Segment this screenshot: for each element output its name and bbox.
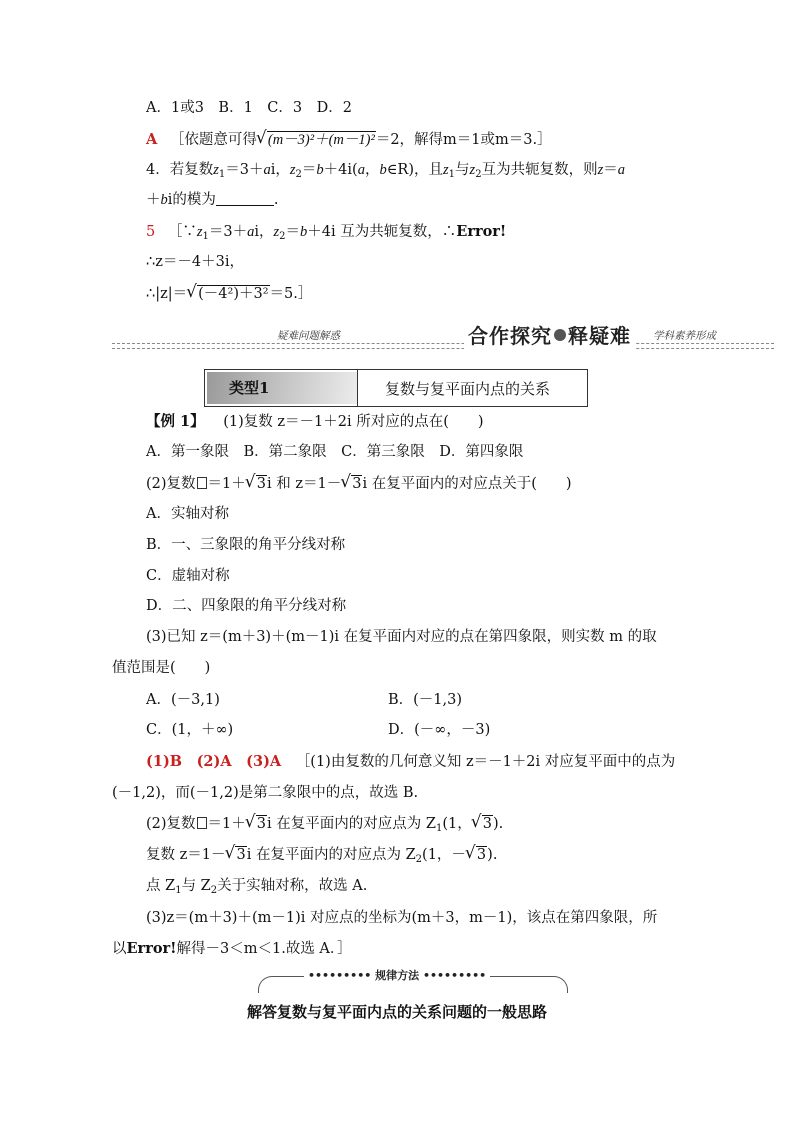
- example-1-q3-line2: 值范围是( ): [112, 660, 211, 676]
- solution-line2: (－1,2)，而(－1,2)是第二象限中的点，故选 B.: [112, 785, 419, 801]
- rule-label: ••••••••• 规律方法 •••••••••: [304, 967, 490, 983]
- rule-method-bar: [258, 968, 568, 994]
- solution-line3: (2)复数 ＝1＋√ 3i 在复平面内的对应点为 $Z_1(1$，√ 3).: [146, 814, 503, 839]
- example-1-q2-d: D．二、四象限的角平分线对称: [146, 598, 347, 614]
- sqrt-expression: √ (－4²)＋3²: [187, 284, 269, 304]
- solution-line7: 以Error!解得－3＜m＜1.故选 A．］: [112, 940, 352, 957]
- question-4-line1: 4．若复数$z_1=3+ai$，$z_2=b+4i(a$，b∈R)，且$z_1$与$z_2$互为共轭复数，则z＝a: [146, 162, 625, 180]
- answer-4-line1: 5 $[\because z_1=3+ai$，$z_2=b+4i$ 互为共轭复数，∴Error!: [146, 223, 507, 242]
- banner-right-tag: 学科素养形成: [650, 328, 719, 343]
- bullet-icon: [554, 329, 566, 341]
- type-header-box: [204, 369, 588, 407]
- example-1-q2-c: C．虚轴对称: [146, 568, 230, 584]
- example-1-q1-options: A．第一象限 B．第二象限 C．第三象限 D．第四象限: [146, 444, 524, 460]
- options-line: A．1或3 B．1 C．3 D．2: [146, 100, 352, 116]
- answer-key: A: [146, 131, 158, 148]
- answer-key: 5: [146, 224, 156, 240]
- missing-glyph-icon: [197, 477, 207, 489]
- banner-title: 合作探究 释疑难: [464, 320, 635, 349]
- example-1-q2-a: A．实轴对称: [146, 506, 229, 522]
- question-4-line2: ＋bi的模为 .: [146, 192, 279, 208]
- answer-text-b: ＝2，解得m＝1或m＝3.］: [375, 132, 552, 148]
- rule-heading: 解答复数与复平面内点的关系问题的一般思路: [246, 1003, 547, 1021]
- solution-line5: 点 $Z_1$与 $Z_2$关于实轴对称，故选 A.: [146, 878, 368, 896]
- solution-line4: 复数 z＝1－√ 3i 在复平面内的对应点为 $Z_2(1$，－√ 3).: [146, 845, 497, 870]
- example-1-q2-b: B．一、三象限的角平分线对称: [146, 537, 346, 553]
- type-title: 复数与复平面内点的关系: [385, 380, 551, 398]
- error-text: Error!: [456, 223, 507, 240]
- box-divider: [357, 370, 358, 406]
- example-1-q3-b: B．(－1,3): [388, 692, 463, 708]
- example-label: 【例 1】: [146, 413, 205, 430]
- missing-glyph-icon: [197, 817, 207, 829]
- example-1-q3-a: A．(－3,1): [146, 692, 220, 708]
- example-1-q1: 【例 1】 (1)复数 z＝－1＋2i 所对应的点在( ): [146, 413, 484, 430]
- banner-left-tag: 疑难问题解惑: [274, 328, 343, 343]
- answer-text-a: ［依题意可得: [169, 132, 257, 148]
- answer-blank: [216, 191, 274, 206]
- section-banner: [112, 320, 774, 350]
- answer-3: [146, 130, 552, 150]
- solution-line6: (3)z＝(m＋3)＋(m－1)i 对应点的坐标为(m＋3，m－1)，该点在第四象限，所: [146, 910, 658, 926]
- solution-line1: (1)B (2)A (3)A ［(1)由复数的几何意义知 z＝－1＋2i 对应复平面中的点为: [146, 753, 676, 770]
- example-1-q2: (2)复数 ＝1＋√ 3i 和 z＝1－√ 3i 在复平面内的对应点关于( ): [146, 474, 572, 494]
- sqrt-expression: √ (m－3)²＋(m－1)²: [257, 130, 376, 150]
- error-text: Error!: [126, 940, 177, 957]
- banner-divider: [112, 343, 774, 349]
- example-1-q3-line1: (3)已知 z＝(m＋3)＋(m－1)i 在复平面内对应的点在第四象限，则实数 m 的取: [146, 629, 657, 645]
- solution-keys: (1)B (2)A (3)A: [146, 753, 282, 770]
- type-tag: 类型1: [207, 372, 357, 404]
- example-1-q3-c: C．(1，＋∞): [146, 722, 234, 738]
- example-1-q3-d: D．(－∞，－3): [388, 722, 491, 738]
- answer-4-line3: ∴|z|＝√ (－4²)＋3²＝5.］: [146, 284, 312, 304]
- answer-4-line2: ∴z＝－4＋3i，: [146, 254, 244, 270]
